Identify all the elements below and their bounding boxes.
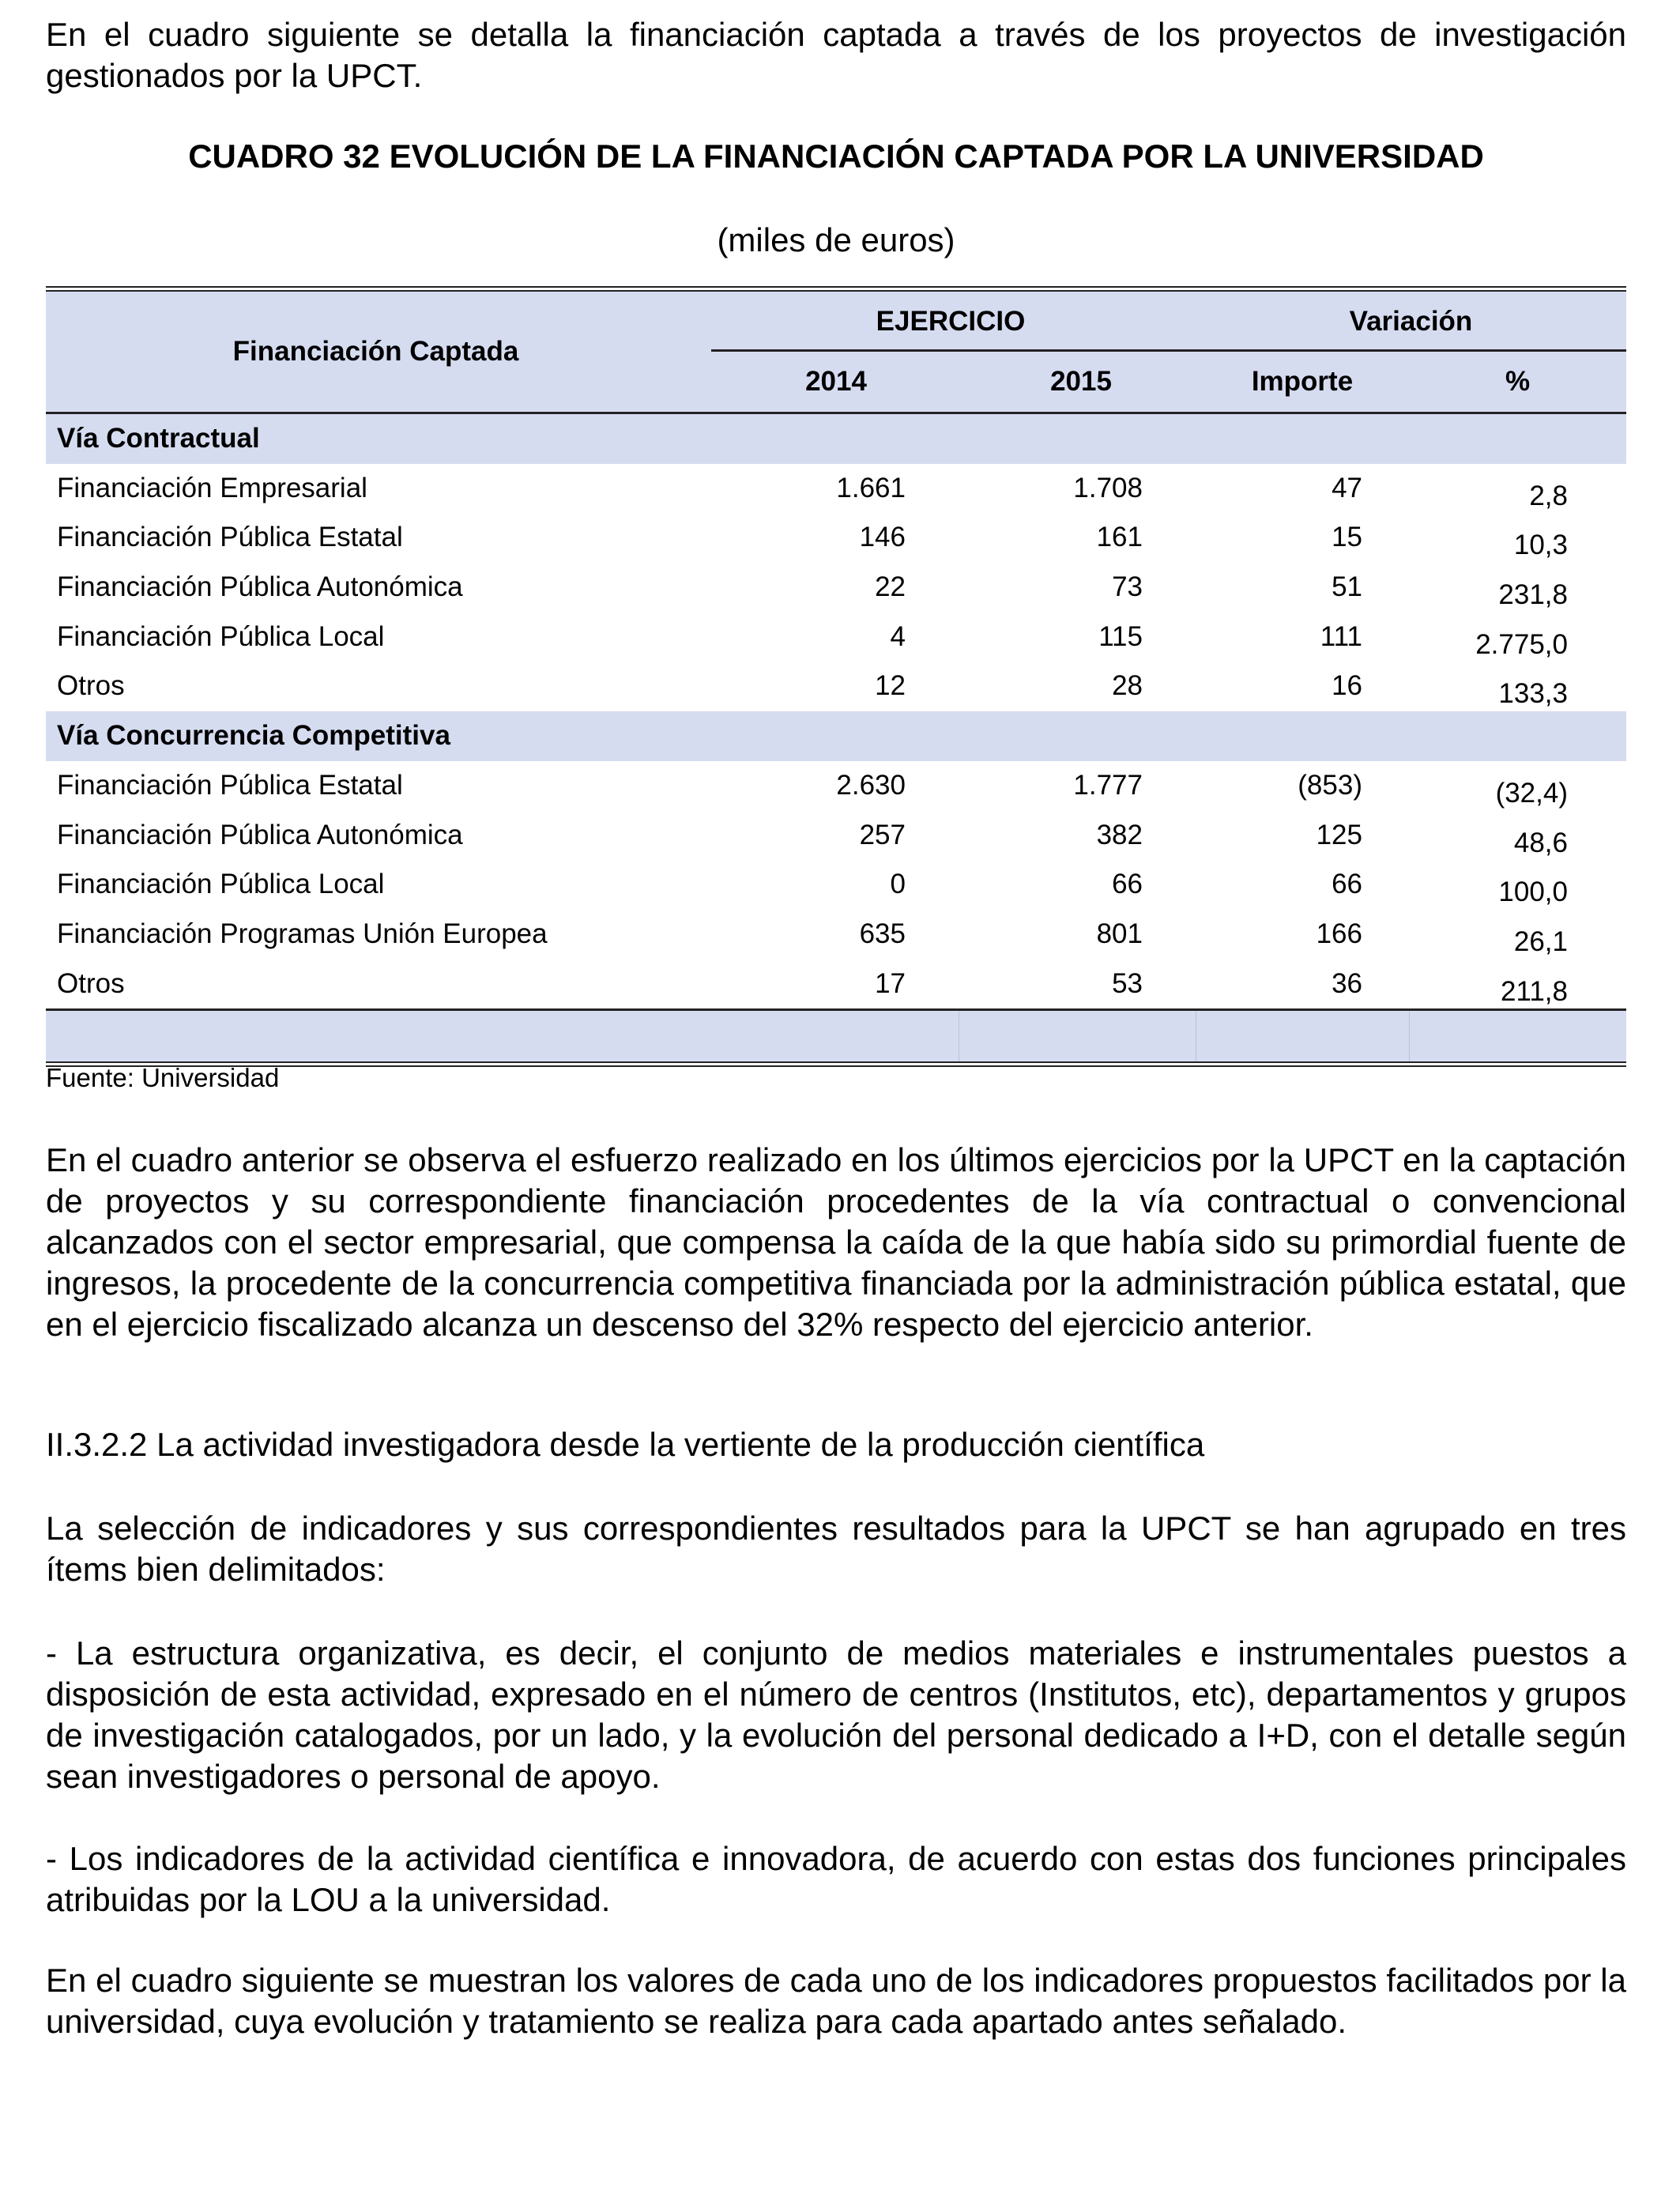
cell-v2014: 635 [859,918,906,949]
cell-pct: 48,6 [1513,827,1568,858]
bullet-indicators: - Los indicadores de la actividad científica e innovadora, de acuerdo con estas dos funciones principales atribuidas por la LOU a la universidad. [46,1840,1626,1918]
table-row [46,860,1626,910]
intro-paragraph: En el cuadro siguiente se detalla la financiación captada a través de los proyectos de investigación gestionados por la UPCT. [46,16,1626,94]
table-row [46,761,1626,811]
cell-name: Otros [57,670,125,702]
closing-paragraph: En el cuadro siguiente se muestran los valores de cada uno de los indicadores propuestos facilitados por la universidad, cuya evolución y tratamiento se realiza para cada apartado antes señalado. [46,1962,1626,2040]
header-row-label: Financiación Captada [232,336,519,367]
cell-name: Financiación Empresarial [57,472,367,503]
cell-pct: 133,3 [1498,678,1568,710]
table-section-row [46,711,1626,761]
table-row [46,662,1626,711]
cell-v2015: 382 [1096,819,1143,850]
cell-v2015: 801 [1096,918,1143,949]
table-row [46,513,1626,563]
cell-v2015: 53 [1112,967,1143,999]
cell-name: Financiación Pública Local [57,620,385,652]
analysis-paragraph: En el cuadro anterior se observa el esfuerzo realizado en los últimos ejercicios por la UPCT en la captación de proyectos y su correspondiente financiación procedentes de la vía contractual o convencional alcanzados con el sector empresarial, que compensa la caída de la que había sido su primordial fuente de ingresos, la procedente de la concurrencia competitiva financiada por la administración pública estatal, que en el ejercicio fiscalizado alcanza un descenso del 32% respecto del ejercicio anterior. [46,1141,1626,1343]
cell-v2015: 1.708 [1073,472,1143,503]
cell-name: Financiación Pública Estatal [57,522,403,553]
header-ejercicio: EJERCICIO [876,306,1026,337]
header-rule [711,349,1626,352]
cell-v2015: 161 [1096,522,1143,553]
cell-pct: 211,8 [1501,975,1568,1007]
header-pct: % [1505,366,1531,397]
footer-divider [1409,1011,1410,1061]
cell-v2014: 146 [859,522,906,553]
table-row [46,811,1626,861]
cell-importe: 47 [1332,472,1362,503]
cell-pct: (32,4) [1495,777,1568,809]
cell-name: Financiación Pública Autonómica [57,571,463,603]
section-heading: II.3.2.2 La actividad investigadora desde la vertiente de la producción científica [46,1426,1205,1463]
cell-name: Vía Concurrencia Competitiva [57,720,450,752]
cell-v2014: 1.661 [836,472,906,503]
cell-importe: (853) [1298,769,1362,801]
table-row [46,563,1626,613]
header-2014: 2014 [805,366,867,397]
header-importe: Importe [1251,366,1354,397]
cell-v2014: 12 [875,670,906,702]
cell-pct: 231,8 [1498,579,1568,611]
cell-importe: 15 [1332,522,1362,553]
table-row [46,464,1626,514]
cell-importe: 16 [1332,670,1362,702]
cell-name: Financiación Pública Estatal [57,769,403,801]
cell-importe: 166 [1316,918,1362,949]
cell-name: Otros [57,967,125,999]
table-row [46,910,1626,959]
cell-v2014: 4 [890,620,906,652]
table-row [46,959,1626,1009]
table-title: CUADRO 32 EVOLUCIÓN DE LA FINANCIACIÓN CAPTADA POR LA UNIVERSIDAD [188,138,1484,175]
cell-pct: 26,1 [1513,925,1568,957]
bullet-structure: - La estructura organizativa, es decir, el conjunto de medios materiales e instrumentales puestos a disposición de esta actividad, expresado en el número de centros (Institutos, etc), departamentos y grupos de investigación catalogados, por un lado, y la evolución del personal dedicado a I+D, con el detalle según sean investigadores o personal de apoyo. [46,1634,1626,1795]
cell-v2014: 257 [859,819,906,850]
table-source: Fuente: Universidad [46,1063,280,1092]
cell-pct: 2.775,0 [1475,628,1568,660]
cell-v2014: 0 [890,869,906,900]
cell-importe: 36 [1332,967,1362,999]
table-row [46,613,1626,662]
indicators-paragraph: La selección de indicadores y sus correspondientes resultados para la UPCT se han agrupado en tres ítems bien delimitados: [46,1510,1626,1588]
header-2015: 2015 [1050,366,1112,397]
cell-name: Financiación Pública Autonómica [57,819,463,850]
cell-importe: 66 [1332,869,1362,900]
cell-v2015: 66 [1112,869,1143,900]
cell-v2015: 73 [1112,571,1143,603]
cell-v2014: 17 [875,967,906,999]
cell-v2015: 28 [1112,670,1143,702]
cell-v2015: 115 [1098,620,1143,652]
cell-importe: 111 [1320,620,1362,652]
cell-pct: 100,0 [1498,876,1568,908]
table-section-row [46,414,1626,464]
cell-v2014: 2.630 [836,769,906,801]
table-footer-band [46,1011,1626,1061]
table-header [46,292,1626,412]
financing-table [46,286,1626,1067]
table-units: (miles de euros) [717,221,955,258]
table-body [46,414,1626,1008]
cell-name: Financiación Programas Unión Europea [57,918,548,949]
cell-importe: 51 [1332,571,1362,603]
cell-v2014: 22 [875,571,906,603]
cell-pct: 10,3 [1513,530,1568,561]
cell-name: Vía Contractual [57,423,260,454]
cell-v2015: 1.777 [1073,769,1143,801]
cell-pct: 2,8 [1529,480,1568,511]
cell-importe: 125 [1316,819,1362,850]
header-variacion: Variación [1349,306,1473,337]
cell-name: Financiación Pública Local [57,869,385,900]
